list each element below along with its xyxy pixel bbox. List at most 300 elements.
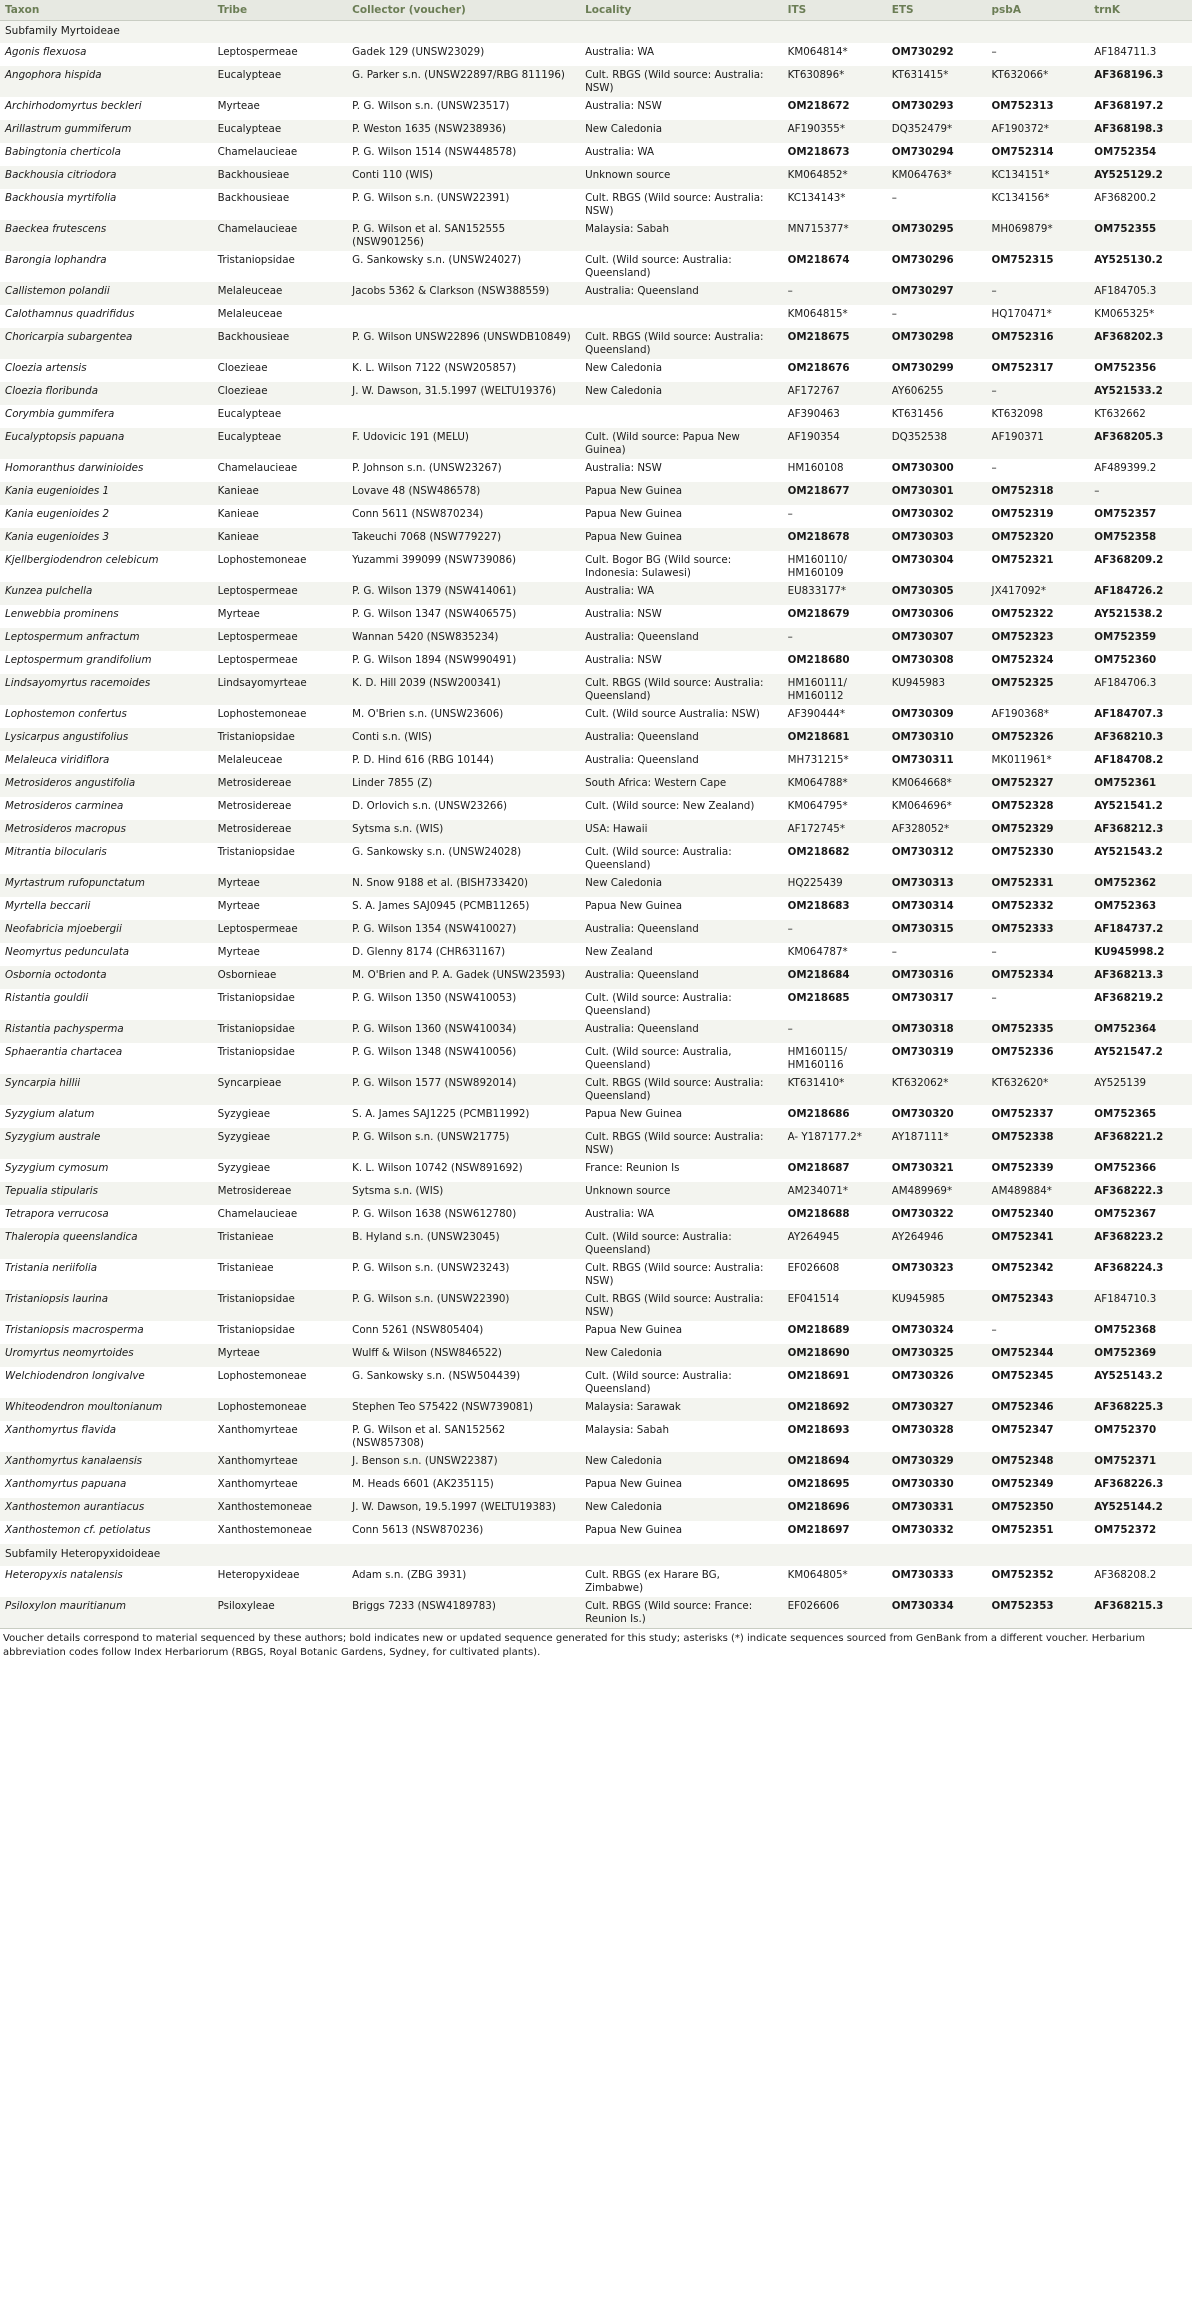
cell-ets: OM730319 — [891, 1046, 954, 1058]
table-row — [0, 405, 1192, 428]
cell-tribe: Tristaniopsidae — [213, 728, 348, 751]
cell-collector: Conti s.n. (WIS) — [347, 728, 580, 751]
cell-trnk: AF184711.3 — [1094, 46, 1157, 58]
cell-collector: Briggs 7233 (NSW4189783) — [347, 1597, 580, 1628]
cell-trnk: OM752365 — [1094, 1108, 1157, 1120]
cell-its: HM160115/ HM160116 — [787, 1046, 847, 1071]
cell-psba: OM752339 — [991, 1162, 1054, 1174]
cell-psba: OM752347 — [991, 1424, 1054, 1436]
table-row — [0, 582, 1192, 605]
cell-taxon: Sphaerantia chartacea — [5, 1046, 123, 1058]
cell-its: KM064852* — [783, 166, 887, 189]
table-row — [0, 1475, 1192, 1498]
cell-locality: Australia: NSW — [585, 462, 662, 474]
cell-locality: Papua New Guinea — [585, 508, 683, 520]
cell-taxon: Myrtella beccarii — [5, 900, 91, 912]
cell-trnk: OM752356 — [1094, 362, 1157, 374]
cell-ets: OM730315 — [887, 920, 987, 943]
cell-locality: Cult. RBGS (Wild source: Australia: NSW) — [585, 192, 764, 217]
cell-collector: P. D. Hind 616 (RBG 10144) — [352, 754, 494, 766]
cell-tribe: Metrosidereae — [213, 1182, 348, 1205]
cell-collector: P. Johnson s.n. (UNSW23267) — [352, 462, 502, 474]
cell-psba: OM752323 — [987, 628, 1090, 651]
table-row — [0, 728, 1192, 751]
cell-its: – — [787, 508, 793, 520]
cell-tribe: Kanieae — [217, 508, 259, 520]
cell-trnk: AF368224.3 — [1094, 1262, 1164, 1274]
cell-ets: OM730327 — [887, 1398, 987, 1421]
table-row — [0, 1566, 1192, 1597]
cell-psba: – — [987, 282, 1090, 305]
cell-taxon: Osbornia octodonta — [0, 966, 213, 989]
cell-its: OM218678 — [783, 528, 887, 551]
cell-trnk: OM752372 — [1094, 1524, 1157, 1536]
cell-psba: OM752340 — [991, 1208, 1054, 1220]
cell-ets: OM730332 — [891, 1524, 954, 1536]
cell-ets: OM730298 — [887, 328, 987, 359]
cell-tribe: Tristaniopsidae — [213, 1020, 348, 1043]
cell-taxon: Tristaniopsis macrosperma — [5, 1324, 144, 1336]
cell-trnk: AY521538.2 — [1094, 608, 1163, 620]
table-footnote: Voucher details correspond to material sequenced by these authors; bold indicates new or updated sequence generated for this study; asterisks (*) indicate sequences sourced from GenBank from a different voucher. Herbarium abbreviation codes follow Index Herbariorum (RBGS, Royal Botanic Gardens, Sydney, for cultivated plants). — [0, 1628, 1192, 1659]
cell-psba: OM752316 — [987, 328, 1090, 359]
cell-locality: Australia: WA — [580, 582, 783, 605]
cell-collector: Conn 5613 (NSW870236) — [352, 1524, 484, 1536]
cell-its: HM160110/ HM160109 — [787, 554, 847, 579]
cell-collector: P. G. Wilson s.n. (UNSW23243) — [352, 1262, 510, 1274]
cell-locality: Cult. RBGS (Wild source: Australia: Queensland) — [580, 1074, 783, 1105]
cell-tribe: Eucalypteae — [213, 120, 348, 143]
cell-its: EF026606 — [783, 1597, 887, 1628]
table-row — [0, 651, 1192, 674]
cell-tribe: Myrteae — [217, 900, 260, 912]
cell-psba: OM752343 — [987, 1290, 1090, 1321]
cell-taxon: Agonis flexuosa — [5, 46, 87, 58]
cell-tribe: Myrteae — [213, 1344, 348, 1367]
cell-psba: KC134156* — [991, 192, 1050, 204]
cell-psba: AM489884* — [987, 1182, 1090, 1205]
cell-tribe: Eucalypteae — [213, 66, 348, 97]
cell-psba: KT632066* — [987, 66, 1090, 97]
cell-tribe: Xanthomyrteae — [213, 1452, 348, 1475]
cell-taxon: Barongia lophandra — [5, 254, 107, 266]
cell-taxon: Whiteodendron moultonianum — [0, 1398, 213, 1421]
cell-trnk: AF368212.3 — [1089, 820, 1192, 843]
cell-locality: Australia: WA — [585, 46, 655, 58]
cell-ets: OM730293 — [891, 100, 954, 112]
cell-locality: Cult. (Wild source: Australia, Queensland) — [585, 1046, 732, 1071]
cell-locality: France: Reunion Is — [585, 1162, 680, 1174]
cell-ets: OM730316 — [887, 966, 987, 989]
cell-trnk: KT632662 — [1094, 408, 1146, 420]
cell-ets: – — [891, 308, 897, 320]
cell-ets: OM730311 — [891, 754, 954, 766]
cell-its: OM218676 — [787, 362, 850, 374]
cell-locality: Papua New Guinea — [585, 1108, 683, 1120]
cell-locality: Australia: Queensland — [580, 728, 783, 751]
cell-psba: HQ170471* — [991, 308, 1052, 320]
cell-trnk: AY525139 — [1089, 1074, 1192, 1105]
cell-locality: South Africa: Western Cape — [580, 774, 783, 797]
cell-psba: OM752352 — [991, 1569, 1054, 1581]
cell-collector — [347, 405, 580, 428]
cell-trnk: KM065325* — [1094, 308, 1155, 320]
cell-collector: J. Benson s.n. (UNSW22387) — [347, 1452, 580, 1475]
table-row — [0, 359, 1192, 382]
cell-taxon: Lysicarpus angustifolius — [0, 728, 213, 751]
cell-locality: Australia: Queensland — [580, 628, 783, 651]
cell-locality: Cult. Bogor BG (Wild source: Indonesia: Sulawesi) — [585, 554, 732, 579]
cell-its: OM218695 — [787, 1478, 850, 1490]
table-row — [0, 528, 1192, 551]
cell-tribe: Backhousieae — [213, 166, 348, 189]
cell-collector: J. W. Dawson, 31.5.1997 (WELTU19376) — [347, 382, 580, 405]
cell-tribe: Xanthostemoneae — [213, 1498, 348, 1521]
cell-psba: OM752325 — [987, 674, 1090, 705]
cell-ets: OM730328 — [891, 1424, 954, 1436]
cell-locality: Cult. RBGS (Wild source: Australia: Queensland) — [580, 328, 783, 359]
table-row — [0, 1521, 1192, 1544]
table-row — [0, 1159, 1192, 1182]
cell-trnk: KU945998.2 — [1094, 946, 1165, 958]
cell-locality: Unknown source — [580, 166, 783, 189]
cell-tribe: Syzygieae — [217, 1162, 271, 1174]
table-row — [0, 551, 1192, 582]
cell-locality: Cult. (Wild source Australia: NSW) — [585, 708, 760, 720]
cell-psba: JX417092* — [987, 582, 1090, 605]
table-row — [0, 282, 1192, 305]
cell-psba: OM752326 — [987, 728, 1090, 751]
cell-locality: New Caledonia — [580, 1452, 783, 1475]
cell-ets: OM730301 — [887, 482, 987, 505]
cell-psba: OM752315 — [991, 254, 1054, 266]
cell-ets: OM730295 — [887, 220, 987, 251]
cell-locality: USA: Hawaii — [580, 820, 783, 843]
cell-locality: Australia: NSW — [585, 100, 662, 112]
cell-taxon: Heteropyxis natalensis — [5, 1569, 123, 1581]
cell-tribe: Backhousieae — [217, 192, 290, 204]
cell-taxon: Syncarpia hillii — [0, 1074, 213, 1105]
cell-taxon: Homoranthus darwinioides — [5, 462, 144, 474]
cell-psba: – — [991, 946, 997, 958]
cell-collector: Conti 110 (WIS) — [347, 166, 580, 189]
cell-psba: OM752324 — [991, 654, 1054, 666]
cell-trnk: OM752367 — [1094, 1208, 1157, 1220]
cell-taxon: Mitrantia bilocularis — [5, 846, 107, 858]
cell-taxon: Tetrapora verrucosa — [5, 1208, 109, 1220]
cell-taxon: Lindsayomyrtus racemoides — [0, 674, 213, 705]
cell-locality: Malaysia: Sabah — [585, 1424, 670, 1436]
cell-its: OM218688 — [787, 1208, 850, 1220]
table-row — [0, 774, 1192, 797]
cell-trnk: AY521533.2 — [1089, 382, 1192, 405]
cell-tribe: Backhousieae — [213, 328, 348, 359]
cell-its: OM218694 — [783, 1452, 887, 1475]
cell-its: OM218685 — [787, 992, 850, 1004]
cell-taxon: Syzygium cymosum — [5, 1162, 109, 1174]
cell-ets: OM730321 — [891, 1162, 954, 1174]
cell-trnk: OM752359 — [1089, 628, 1192, 651]
cell-trnk: AF184706.3 — [1089, 674, 1192, 705]
cell-trnk: AF368225.3 — [1089, 1398, 1192, 1421]
cell-collector: G. Parker s.n. (UNSW22897/RBG 811196) — [347, 66, 580, 97]
cell-taxon: Baeckea frutescens — [0, 220, 213, 251]
cell-locality: Cult. RBGS (Wild source: Australia: NSW) — [580, 1128, 783, 1159]
cell-ets: OM730334 — [887, 1597, 987, 1628]
cell-trnk: OM752360 — [1094, 654, 1157, 666]
cell-taxon: Choricarpia subargentea — [0, 328, 213, 359]
subfamily-row — [0, 21, 1192, 44]
cell-locality: Cult. RBGS (Wild source: Australia: Queensland) — [580, 674, 783, 705]
cell-taxon: Uromyrtus neomyrtoides — [0, 1344, 213, 1367]
table-row — [0, 220, 1192, 251]
cell-its: KM064814* — [787, 46, 848, 58]
table-row — [0, 1228, 1192, 1259]
cell-taxon: Cloezia artensis — [5, 362, 87, 374]
table-row — [0, 251, 1192, 282]
cell-trnk: OM752354 — [1094, 146, 1157, 158]
cell-tribe: Xanthostemoneae — [217, 1524, 312, 1536]
cell-tribe: Xanthomyrteae — [217, 1478, 298, 1490]
table-row — [0, 1259, 1192, 1290]
cell-locality: Cult. RBGS (ex Harare BG, Zimbabwe) — [585, 1569, 720, 1594]
cell-collector: K. L. Wilson 7122 (NSW205857) — [352, 362, 517, 374]
cell-psba: OM752345 — [991, 1370, 1054, 1382]
cell-its: AF190355* — [783, 120, 887, 143]
cell-taxon: Callistemon polandii — [0, 282, 213, 305]
cell-psba: OM752338 — [987, 1128, 1090, 1159]
table-row — [0, 1205, 1192, 1228]
cell-collector: M. O'Brien s.n. (UNSW23606) — [352, 708, 504, 720]
cell-psba: OM752344 — [987, 1344, 1090, 1367]
cell-taxon: Metrosideros angustifolia — [0, 774, 213, 797]
cell-collector: G. Sankowsky s.n. (NSW504439) — [352, 1370, 521, 1382]
cell-its: OM218689 — [787, 1324, 850, 1336]
cell-locality: New Zealand — [585, 946, 653, 958]
cell-its: KT630896* — [783, 66, 887, 97]
cell-collector: F. Udovicic 191 (MELU) — [347, 428, 580, 459]
table-row — [0, 1367, 1192, 1398]
cell-ets: DQ352479* — [887, 120, 987, 143]
cell-collector: P. G. Wilson s.n. (UNSW22391) — [352, 192, 510, 204]
cell-its: – — [783, 282, 887, 305]
table-row — [0, 1344, 1192, 1367]
cell-ets: OM730318 — [887, 1020, 987, 1043]
cell-ets: OM730313 — [887, 874, 987, 897]
cell-ets: AY606255 — [887, 382, 987, 405]
cell-trnk: AF184708.2 — [1094, 754, 1164, 766]
table-row — [0, 843, 1192, 874]
cell-trnk: AF184707.3 — [1094, 708, 1164, 720]
cell-collector: Yuzammi 399099 (NSW739086) — [352, 554, 517, 566]
cell-collector: M. O'Brien and P. A. Gadek (UNSW23593) — [347, 966, 580, 989]
cell-psba: OM752328 — [991, 800, 1054, 812]
cell-taxon: Leptospermum anfractum — [0, 628, 213, 651]
cell-locality: Cult. (Wild source: Australia: Queensland) — [585, 1370, 732, 1395]
cell-collector: P. G. Wilson UNSW22896 (UNSWDB10849) — [347, 328, 580, 359]
cell-tribe: Leptospermeae — [213, 920, 348, 943]
cell-its: OM218682 — [787, 846, 850, 858]
cell-its: OM218681 — [783, 728, 887, 751]
cell-its: AY264945 — [783, 1228, 887, 1259]
cell-trnk: AF368210.3 — [1089, 728, 1192, 751]
cell-trnk: AY525130.2 — [1094, 254, 1163, 266]
cell-psba: KC134151* — [987, 166, 1090, 189]
cell-tribe: Metrosidereae — [213, 820, 348, 843]
table-row — [0, 605, 1192, 628]
cell-psba: KT632620* — [987, 1074, 1090, 1105]
cell-its: KM064805* — [787, 1569, 848, 1581]
cell-trnk: – — [1089, 482, 1192, 505]
cell-locality: Cult. RBGS (Wild source: Australia: NSW) — [585, 1262, 764, 1287]
cell-trnk: AF489399.2 — [1094, 462, 1157, 474]
cell-locality: Australia: WA — [585, 146, 655, 158]
cell-trnk: OM752362 — [1089, 874, 1192, 897]
cell-ets: OM730292 — [891, 46, 954, 58]
cell-ets: KM064696* — [891, 800, 952, 812]
cell-ets: AY264946 — [887, 1228, 987, 1259]
cell-ets: OM730323 — [891, 1262, 954, 1274]
cell-locality: Australia: NSW — [585, 608, 662, 620]
header-collector: Collector (voucher) — [347, 0, 580, 21]
table-row — [0, 1182, 1192, 1205]
cell-ets: OM730297 — [887, 282, 987, 305]
cell-psba: OM752333 — [987, 920, 1090, 943]
cell-psba: OM752348 — [987, 1452, 1090, 1475]
cell-tribe: Melaleuceae — [217, 754, 283, 766]
cell-ets: KM064668* — [887, 774, 987, 797]
cell-collector: S. A. James SAJ0945 (PCMB11265) — [352, 900, 530, 912]
cell-its: – — [783, 628, 887, 651]
table-row — [0, 1452, 1192, 1475]
cell-trnk: OM752369 — [1089, 1344, 1192, 1367]
cell-psba: OM752332 — [991, 900, 1054, 912]
cell-collector: P. G. Wilson 1347 (NSW406575) — [352, 608, 517, 620]
cell-locality: Papua New Guinea — [585, 1324, 683, 1336]
cell-taxon: Tristaniopsis laurina — [0, 1290, 213, 1321]
cell-its: OM218690 — [783, 1344, 887, 1367]
cell-locality: Cult. RBGS (Wild source: Australia: NSW) — [580, 66, 783, 97]
table-row — [0, 97, 1192, 120]
table-row — [0, 1498, 1192, 1521]
cell-its: OM218679 — [787, 608, 850, 620]
cell-its: AF172745* — [783, 820, 887, 843]
table-row — [0, 189, 1192, 220]
cell-ets: OM730304 — [891, 554, 954, 566]
cell-trnk: OM752368 — [1094, 1324, 1157, 1336]
cell-taxon: Cloezia floribunda — [0, 382, 213, 405]
cell-ets: KT632062* — [887, 1074, 987, 1105]
cell-collector: M. Heads 6601 (AK235115) — [352, 1478, 494, 1490]
cell-trnk: AY525144.2 — [1089, 1498, 1192, 1521]
cell-tribe: Leptospermeae — [213, 628, 348, 651]
cell-collector: J. W. Dawson, 19.5.1997 (WELTU19383) — [347, 1498, 580, 1521]
cell-collector: P. G. Wilson 1350 (NSW410053) — [352, 992, 517, 1004]
cell-taxon: Babingtonia cherticola — [5, 146, 121, 158]
cell-taxon: Melaleuca viridiflora — [5, 754, 110, 766]
cell-psba: OM752341 — [987, 1228, 1090, 1259]
cell-locality: Papua New Guinea — [585, 1478, 683, 1490]
cell-taxon: Lenwebbia prominens — [5, 608, 119, 620]
cell-locality: Cult. (Wild source: Australia: Queensland) — [585, 846, 732, 871]
cell-locality: New Caledonia — [585, 362, 663, 374]
cell-trnk: AF184726.2 — [1089, 582, 1192, 605]
cell-tribe: Lophostemoneae — [217, 1370, 307, 1382]
cell-collector: Wulff & Wilson (NSW846522) — [347, 1344, 580, 1367]
cell-trnk: AF184737.2 — [1089, 920, 1192, 943]
cell-ets: OM730302 — [891, 508, 954, 520]
cell-psba: OM752313 — [991, 100, 1054, 112]
cell-psba: OM752319 — [991, 508, 1054, 520]
cell-its: HQ225439 — [783, 874, 887, 897]
cell-its: – — [783, 1020, 887, 1043]
cell-collector: Linder 7855 (Z) — [347, 774, 580, 797]
cell-trnk: AF368205.3 — [1089, 428, 1192, 459]
cell-collector: Conn 5261 (NSW805404) — [352, 1324, 484, 1336]
cell-taxon: Backhousia myrtifolia — [5, 192, 117, 204]
cell-trnk: OM752366 — [1094, 1162, 1157, 1174]
cell-collector: D. Orlovich s.n. (UNSW23266) — [352, 800, 508, 812]
cell-tribe: Cloezieae — [217, 362, 268, 374]
cell-tribe: Syzygieae — [217, 1108, 271, 1120]
cell-tribe: Melaleuceae — [217, 308, 283, 320]
table-row — [0, 305, 1192, 328]
cell-tribe: Leptospermeae — [217, 46, 298, 58]
cell-its: MN715377* — [783, 220, 887, 251]
cell-taxon: Angophora hispida — [0, 66, 213, 97]
cell-psba: OM752350 — [987, 1498, 1090, 1521]
table-row — [0, 428, 1192, 459]
cell-psba: OM752314 — [991, 146, 1054, 158]
cell-taxon: Arillastrum gummiferum — [0, 120, 213, 143]
cell-its: OM218675 — [783, 328, 887, 359]
cell-trnk: AF368222.3 — [1089, 1182, 1192, 1205]
cell-locality: Papua New Guinea — [585, 900, 683, 912]
header-locality: Locality — [580, 0, 783, 21]
cell-ets: AY187111* — [887, 1128, 987, 1159]
cell-trnk: AF368213.3 — [1089, 966, 1192, 989]
cell-tribe: Heteropyxideae — [217, 1569, 300, 1581]
cell-its: OM218691 — [787, 1370, 850, 1382]
cell-taxon: Kjellbergiodendron celebicum — [5, 554, 159, 566]
cell-tribe: Leptospermeae — [217, 654, 298, 666]
cell-psba: OM752320 — [987, 528, 1090, 551]
table-row — [0, 897, 1192, 920]
table-row — [0, 1597, 1192, 1628]
cell-locality — [580, 405, 783, 428]
cell-ets: DQ352538 — [887, 428, 987, 459]
cell-taxon: Welchiodendron longivalve — [5, 1370, 145, 1382]
cell-tribe: Eucalypteae — [217, 408, 282, 420]
cell-trnk: AY521543.2 — [1094, 846, 1163, 858]
cell-trnk: AF368221.2 — [1089, 1128, 1192, 1159]
cell-locality: New Caledonia — [580, 1344, 783, 1367]
cell-locality: Australia: NSW — [585, 654, 662, 666]
cell-collector: Gadek 129 (UNSW23029) — [352, 46, 485, 58]
header-taxon: Taxon — [0, 0, 213, 21]
cell-tribe: Psiloxyleae — [213, 1597, 348, 1628]
cell-taxon: Myrtastrum rufopunctatum — [0, 874, 213, 897]
table-row — [0, 505, 1192, 528]
cell-trnk: OM752363 — [1094, 900, 1157, 912]
cell-trnk: AY525129.2 — [1089, 166, 1192, 189]
cell-tribe: Cloezieae — [213, 382, 348, 405]
cell-its: OM218693 — [787, 1424, 850, 1436]
cell-its: OM218677 — [783, 482, 887, 505]
cell-locality: Australia: Queensland — [585, 754, 699, 766]
cell-locality: New Caledonia — [580, 382, 783, 405]
cell-its: KM064787* — [787, 946, 848, 958]
